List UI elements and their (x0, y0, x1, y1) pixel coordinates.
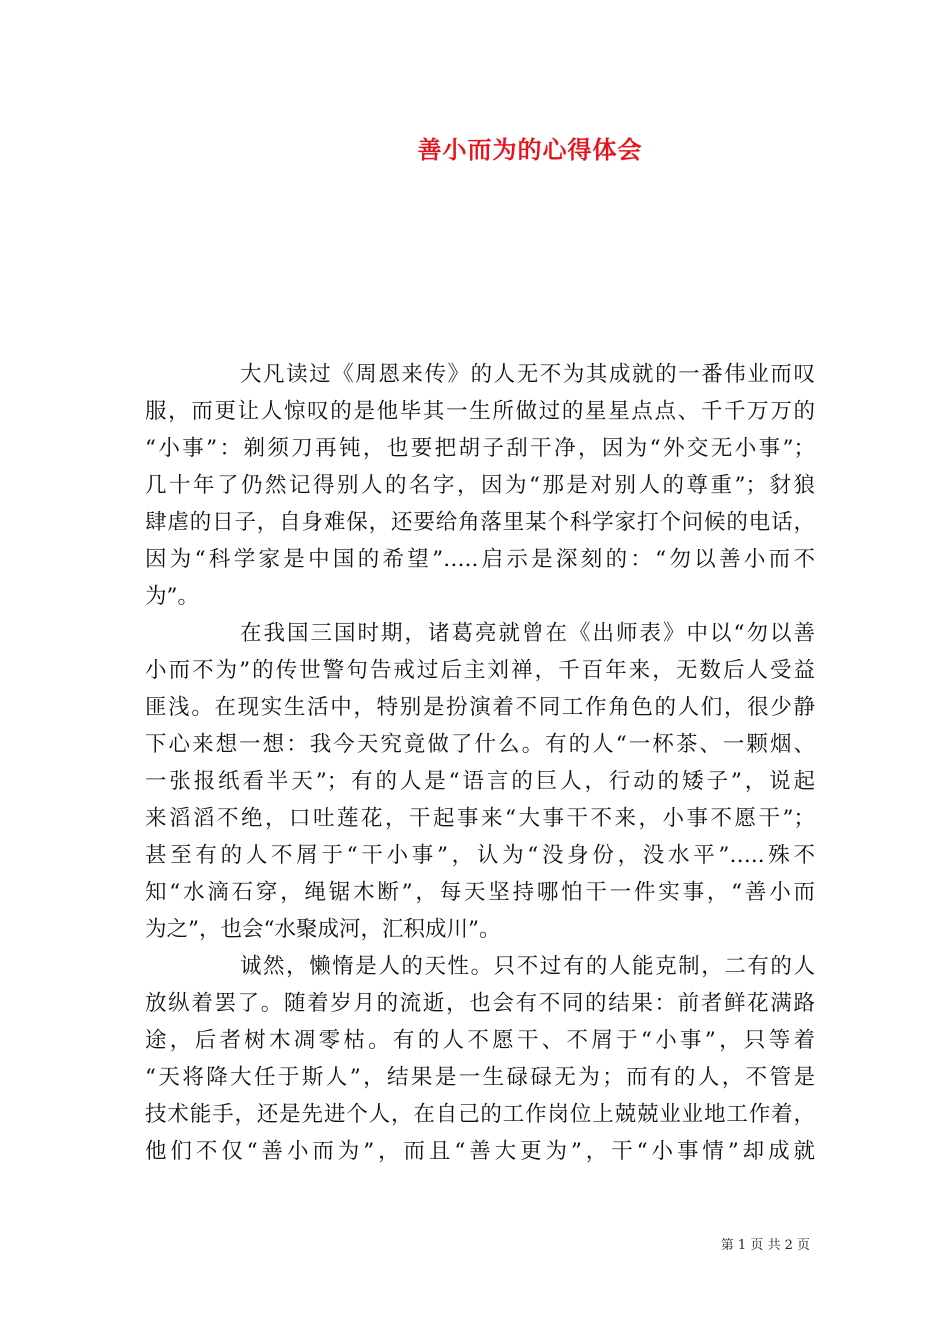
text-line: 小而不为”的传世警句告戒过后主刘禅，千百年来，无数后人受益 (145, 658, 815, 683)
text-line: 服，而更让人惊叹的是他毕其一生所做过的星星点点、千千万万的 (145, 399, 815, 424)
text-line: 为”。 (145, 584, 199, 609)
document-body (145, 356, 815, 1170)
document-title: 善小而为的心得体会 (417, 135, 643, 164)
page-number-footer: 第 1 页 共 2 页 (720, 1238, 810, 1253)
text-line: 来滔滔不绝，口吐莲花，干起事来“大事干不来，小事不愿干”； (145, 806, 815, 831)
text-line: 放纵着罢了。随着岁月的流逝，也会有不同的结果：前者鲜花满路 (145, 991, 815, 1016)
paragraph (145, 615, 815, 948)
text-line: 知“水滴石穿，绳锯木断”，每天坚持哪怕干一件实事，“善小而 (145, 880, 815, 905)
paragraph (145, 356, 815, 615)
text-line: “小事”：剃须刀再钝，也要把胡子刮干净，因为“外交无小事”； (145, 436, 815, 461)
text-line: 他们不仅“善小而为”，而且“善大更为”，干“小事情”却成就 (145, 1139, 815, 1164)
text-line: “天将降大任于斯人”，结果是一生碌碌无为；而有的人，不管是 (145, 1065, 815, 1090)
text-line: 大凡读过《周恩来传》的人无不为其成就的一番伟业而叹 (240, 362, 815, 387)
text-line: 为之”，也会“水聚成河，汇积成川”。 (145, 917, 501, 942)
text-line: 一张报纸看半天”；有的人是“语言的巨人，行动的矮子”，说起 (145, 769, 815, 794)
text-line: 在我国三国时期，诸葛亮就曾在《出师表》中以“勿以善 (240, 621, 815, 646)
text-line: 几十年了仍然记得别人的名字，因为“那是对别人的尊重”；豺狼 (145, 473, 815, 498)
text-line: 甚至有的人不屑于“干小事”，认为“没身份，没水平”…..殊不 (145, 843, 815, 868)
text-line: 诚然，懒惰是人的天性。只不过有的人能克制，二有的人 (240, 954, 815, 979)
text-line: 匪浅。在现实生活中，特别是扮演着不同工作角色的人们，很少静 (145, 695, 815, 720)
text-line: 因为“科学家是中国的希望”…..启示是深刻的：“勿以善小而不 (145, 547, 815, 572)
text-line: 技术能手，还是先进个人，在自己的工作岗位上兢兢业业地工作着， (145, 1102, 815, 1127)
text-line: 肆虐的日子，自身难保，还要给角落里某个科学家打个问候的电话， (145, 510, 815, 535)
text-line: 途，后者树木凋零枯。有的人不愿干、不屑于“小事”，只等着 (145, 1028, 815, 1053)
paragraph (145, 948, 815, 1170)
text-line: 下心来想一想：我今天究竟做了什么。有的人“一杯茶、一颗烟、 (145, 732, 815, 757)
